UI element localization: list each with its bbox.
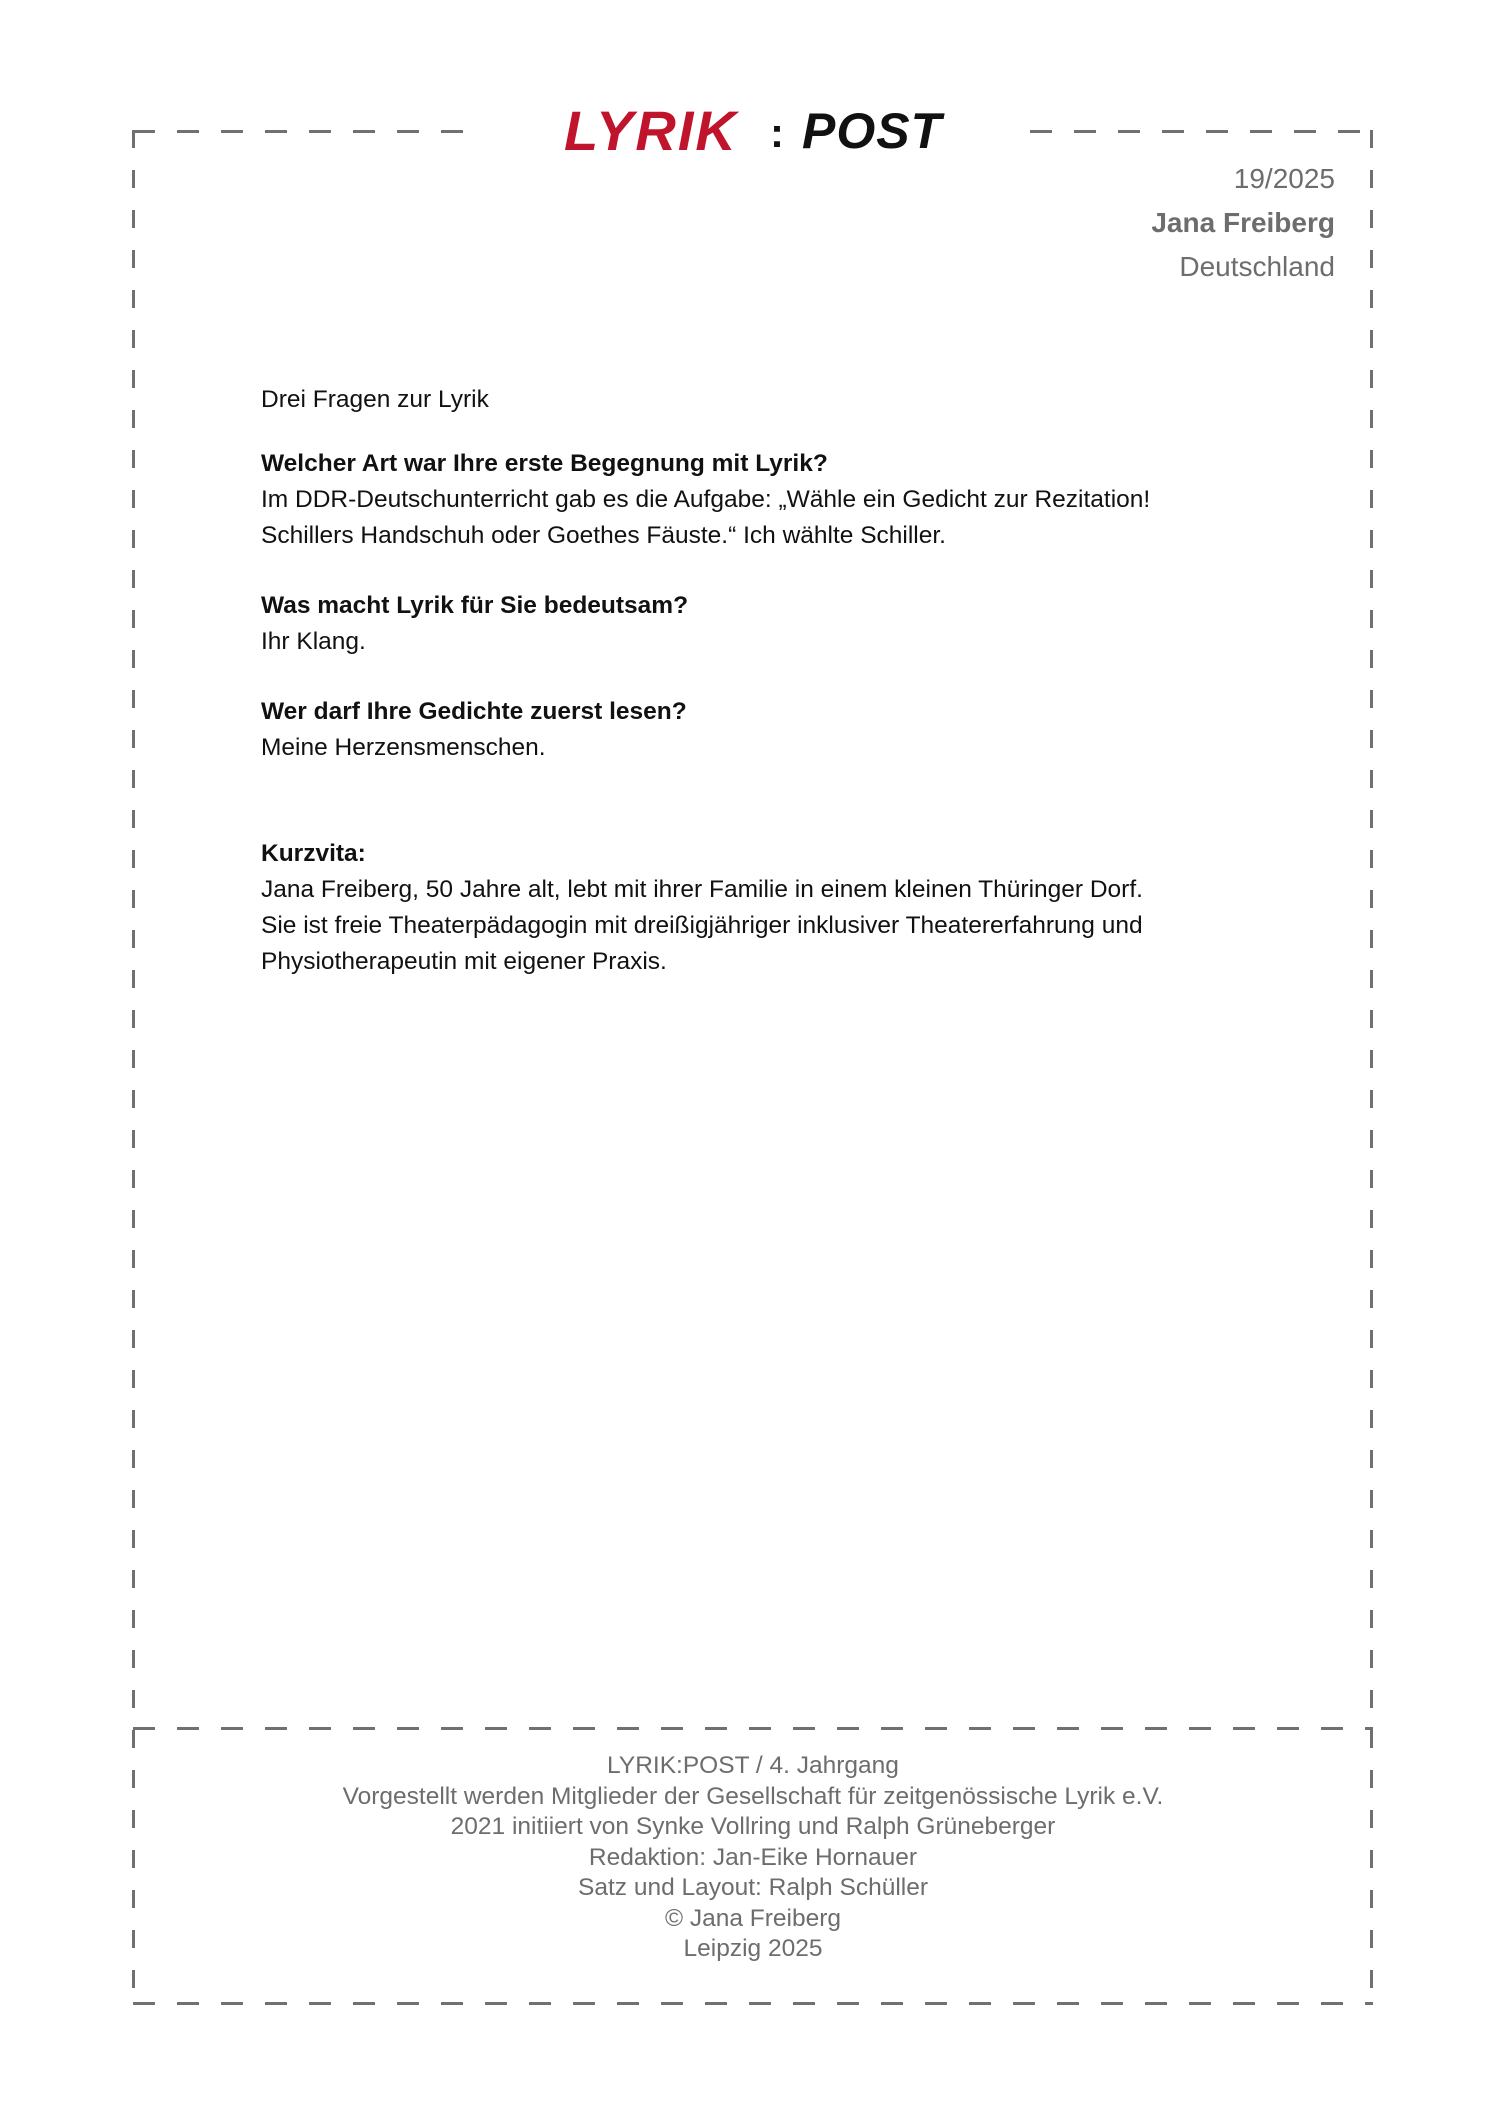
qa-block-1: [261, 446, 1261, 554]
logo-post-text: POST: [802, 103, 943, 159]
footer-line-6: © Jana Freiberg: [664, 1904, 842, 1932]
footer-line-1: LYRIK:POST / 4. Jahrgang: [607, 1752, 899, 1779]
footer-line-4: Redaktion: Jan-Eike Hornauer: [588, 1843, 918, 1871]
frame-right-dash: [1370, 130, 1373, 2003]
frame-footer-divider: [133, 1727, 1373, 1730]
vita-line-1: Jana Freiberg, 50 Jahre alt, lebt mit ihrer Familie in einem kleinen Thüringer Dorf.: [261, 876, 1143, 903]
question-3: Wer darf Ihre Gedichte zuerst lesen?: [261, 698, 687, 725]
vita-heading: Kurzvita:: [261, 840, 366, 867]
answer-1-line-2: Schillers Handschuh oder Goethes Fäuste.“ Ich wählte Schiller.: [261, 522, 946, 549]
issue-number: 19/2025: [1233, 163, 1335, 194]
lyrik-post-logo: [564, 100, 956, 162]
frame-top-left-dash: [133, 130, 473, 133]
answer-1-line-1: Im DDR-Deutschunterricht gab es die Aufgabe: „Wähle ein Gedicht zur Rezitation!: [261, 486, 1151, 513]
qa-block-3: [261, 694, 1261, 766]
answer-2-line-1: Ihr Klang.: [261, 628, 366, 655]
question-1: Welcher Art war Ihre erste Begegnung mit Lyrik?: [261, 450, 828, 477]
footer-line-7: Leipzig 2025: [683, 1935, 823, 1962]
issue-meta: [1151, 157, 1335, 289]
frame-left-dash: [132, 130, 135, 2003]
frame-top-right-dash: [1030, 130, 1372, 133]
logo-colon: :: [770, 109, 784, 156]
answer-3-line-1: Meine Herzensmenschen.: [261, 734, 546, 761]
article-body: [261, 382, 1261, 980]
vita-line-2: Sie ist freie Theaterpädagogin mit dreißigjähriger inklusiver Theatererfahrung und: [261, 912, 1143, 939]
colophon: [133, 1751, 1373, 1965]
footer-line-2: Vorgestellt werden Mitglieder der Gesellschaft für zeitgenössische Lyrik e.V.: [342, 1782, 1164, 1810]
qa-block-2: [261, 588, 1261, 660]
vita-section: [261, 836, 1261, 980]
footer-line-5: Satz und Layout: Ralph Schüller: [577, 1874, 929, 1901]
author-country: Deutschland: [1179, 251, 1335, 282]
frame-bottom-dash: [133, 2002, 1373, 2005]
logo-lyrik-text: LYRIK: [564, 100, 738, 162]
author-name: Jana Freiberg: [1151, 207, 1335, 238]
question-2: Was macht Lyrik für Sie bedeutsam?: [261, 592, 689, 619]
intro-heading: Drei Fragen zur Lyrik: [261, 386, 489, 413]
footer-line-3: 2021 initiiert von Synke Vollring und Ralph Grüneberger: [450, 1813, 1056, 1840]
vita-line-3: Physiotherapeutin mit eigener Praxis.: [261, 948, 667, 975]
